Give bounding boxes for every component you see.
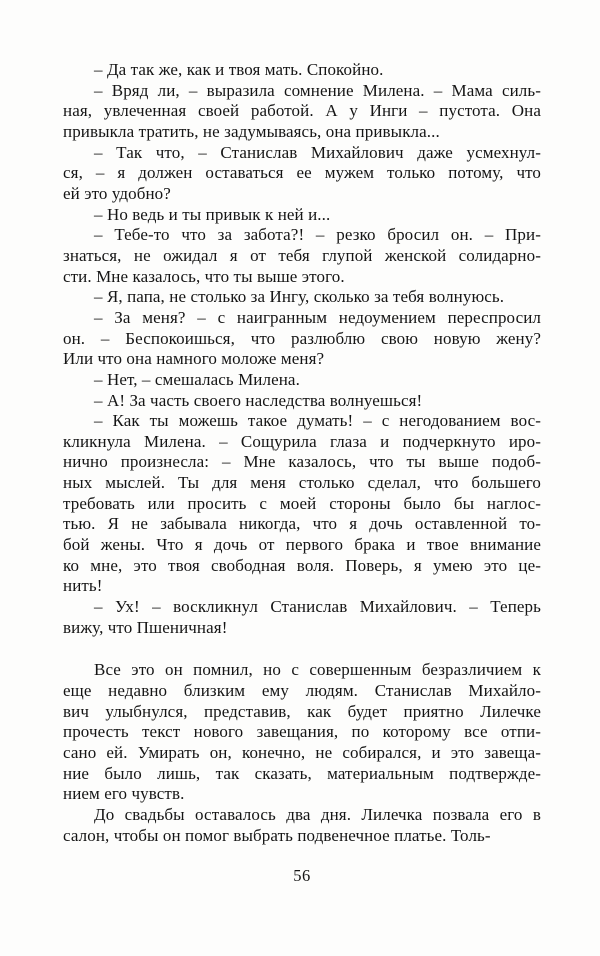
text-line: ная, увлеченная своей работой. А у Инги – пустота. Она — [63, 101, 541, 121]
paragraph — [63, 143, 541, 205]
text-line: ся, – я должен оставаться ее мужем только потому, что — [63, 163, 541, 183]
text-line: ных мыслей. Ты для меня столько сделал, что большего — [63, 473, 541, 493]
text-line: требовать или просить с моей стороны было бы наглос- — [63, 493, 541, 513]
paragraph — [63, 60, 541, 81]
paragraph — [63, 391, 541, 412]
page-number: 56 — [293, 866, 311, 885]
text-line: сти. Мне казалось, что ты выше этого. — [63, 266, 345, 286]
text-line: салон, чтобы он помог выбрать подвенечное платье. Толь- — [63, 825, 491, 845]
text-line: – Тебе-то что за забота?! – резко бросил он. – При- — [94, 225, 541, 245]
text-line: – Я, папа, не столько за Ингу, сколько за тебя волнуюсь. — [94, 287, 505, 307]
text-line: – Но ведь и ты привык к ней и... — [94, 204, 331, 224]
text-line: ей это удобно? — [63, 183, 171, 203]
paragraph — [63, 225, 541, 287]
paragraph — [63, 205, 541, 226]
text-line: – А! За часть своего наследства волнуешься! — [94, 390, 423, 410]
paragraph — [63, 370, 541, 391]
text-line: ко мне, это твоя свободная воля. Поверь, я умею это це- — [63, 555, 541, 575]
text-line: бой жены. Что я дочь от первого брака и твое внимание — [63, 535, 541, 555]
text-line: прочесть текст нового завещания, по которому все отпи- — [63, 722, 541, 742]
text-line: нично произнесла: – Мне казалось, что ты выше подоб- — [63, 452, 541, 472]
text-line: сано ей. Умирать он, конечно, не собирался, и это завеща- — [63, 743, 541, 762]
text-line: кликнула Милена. – Сощурила глаза и подчеркнуто иро- — [63, 431, 541, 451]
text-line: нием его чувств. — [63, 784, 185, 804]
text-line: еще недавно близким ему людям. Станислав Михайло- — [63, 681, 541, 701]
text-line: – За меня? – с наигранным недоумением переспросил — [94, 307, 541, 327]
text-line: привыкла тратить, не задумываясь, она привыкла... — [63, 121, 440, 141]
text-line: вич улыбнулся, представив, как будет приятно Лилечке — [63, 701, 541, 721]
text-line: вижу, что Пшеничная! — [63, 617, 228, 637]
paragraph — [63, 597, 541, 638]
paragraph — [63, 411, 541, 597]
text-line: Все это он помнил, но с совершенным безразличием к — [94, 660, 541, 680]
paragraph — [63, 660, 541, 805]
text-line: нить! — [63, 576, 103, 596]
paragraph — [63, 287, 541, 308]
text-line: – Ух! – воскликнул Станислав Михайлович. – Теперь — [94, 597, 541, 617]
text-line: – Да так же, как и твоя мать. Спокойно. — [94, 60, 384, 79]
paragraph — [63, 805, 541, 846]
paragraph — [63, 308, 541, 370]
text-line: – Как ты можешь такое думать! – с негодованием вос- — [94, 411, 541, 431]
text-line: Или что она намного моложе меня? — [63, 349, 325, 369]
text-line: ние было лишь, так сказать, материальным подтвержде- — [63, 763, 541, 783]
text-line: – Вряд ли, – выразила сомнение Милена. – Мама силь- — [94, 80, 541, 100]
text-line: тью. Я не забывала никогда, что я дочь оставленной то- — [63, 514, 541, 534]
text-line: – Нет, – смешалась Милена. — [94, 369, 300, 389]
page-text — [63, 60, 541, 846]
text-line: – Так что, – Станислав Михайлович даже усмехнул- — [94, 142, 541, 162]
paragraph — [63, 81, 541, 143]
text-line: знаться, не ожидал я от тебя глупой женской солидарно- — [63, 245, 541, 265]
text-line: он. – Беспокоишься, что разлюблю свою новую жену? — [63, 328, 541, 348]
text-line: До свадьбы оставалось два дня. Лилечка позвала его в — [94, 804, 541, 824]
